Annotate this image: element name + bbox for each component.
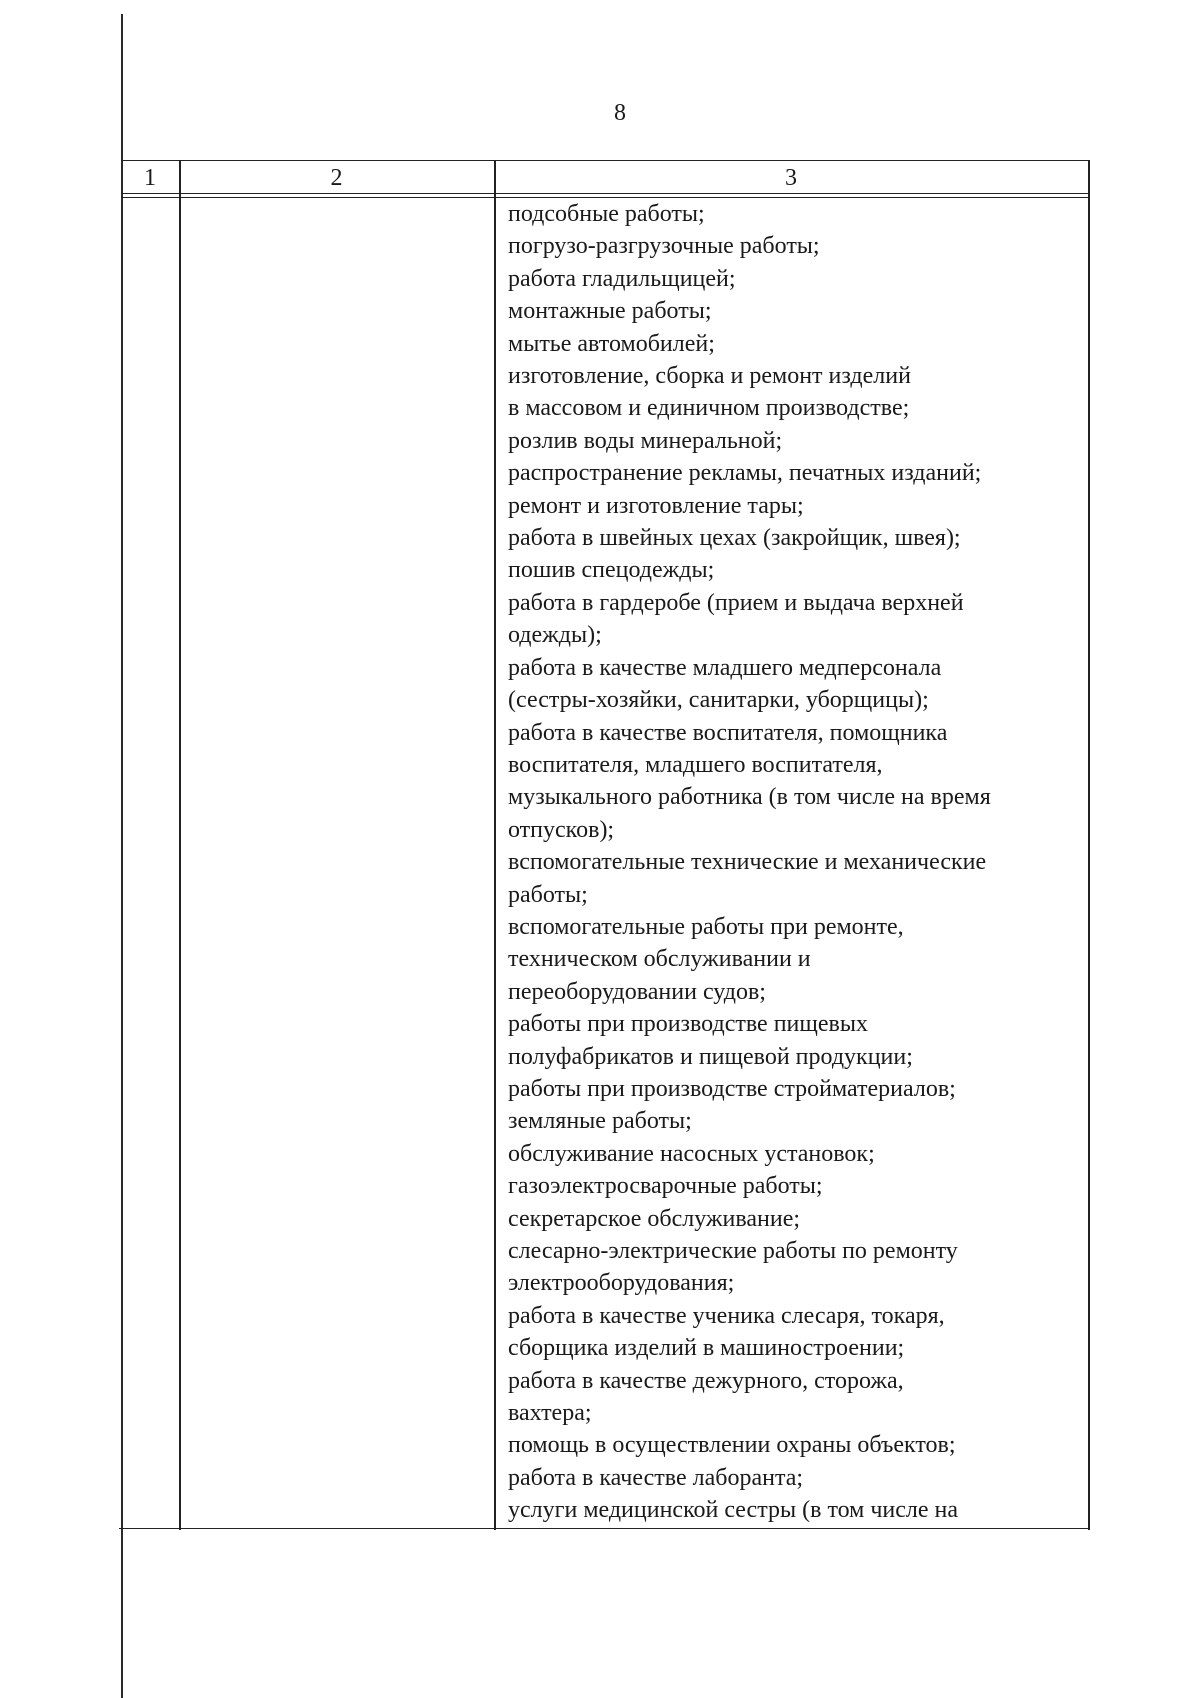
list-item: одежды); [508, 622, 602, 649]
column-divider-2 [494, 160, 496, 1530]
table-header-row [121, 160, 1090, 194]
list-item: (сестры-хозяйки, санитарки, уборщицы); [508, 687, 929, 714]
list-item: воспитателя, младшего воспитателя, [508, 751, 883, 778]
list-item: монтажные работы; [508, 298, 712, 325]
list-item: работа в швейных цехах (закройщик, швея); [508, 525, 961, 552]
list-item: электрооборудования; [508, 1270, 735, 1297]
list-item: секретарское обслуживание; [508, 1205, 801, 1232]
list-item: подсобные работы; [508, 201, 705, 227]
list-item: переоборудовании судов; [508, 978, 766, 1005]
list-item: работа в качестве дежурного, сторожа, [508, 1367, 904, 1394]
list-item: распространение рекламы, печатных изданий; [508, 460, 982, 487]
list-item: вспомогательные технические и механические [508, 849, 987, 876]
list-item: обслуживание насосных установок; [508, 1140, 875, 1167]
list-item: сборщика изделий в машиностроении; [508, 1335, 905, 1362]
list-item: работа гладильщицей; [508, 265, 736, 292]
header-col-3: 3 [785, 165, 797, 191]
list-item: в массовом и единичном производстве; [508, 395, 910, 422]
header-col-1: 1 [144, 165, 156, 191]
list-item: техническом обслуживании и [508, 946, 811, 973]
page-number: 8 [614, 100, 626, 126]
list-item: работа в качестве воспитателя, помощника [508, 719, 948, 746]
list-item: газоэлектросварочные работы; [508, 1173, 823, 1200]
list-item: работа в гардеробе (прием и выдача верхней [508, 589, 964, 616]
column-3-content [508, 198, 1088, 1527]
list-item: отпусков); [508, 816, 615, 843]
table-bottom-border [119, 1528, 1090, 1529]
column-divider-1 [179, 160, 181, 1530]
list-item: услуги медицинской сестры (в том числе на [508, 1497, 959, 1524]
list-item: помощь в осуществлении охраны объектов; [508, 1432, 956, 1459]
list-item: изготовление, сборка и ремонт изделий [508, 363, 911, 390]
list-item: вспомогательные работы при ремонте, [508, 913, 904, 940]
list-item: слесарно-электрические работы по ремонту [508, 1238, 958, 1264]
list-item: работа в качестве ученика слесаря, токаря, [508, 1302, 945, 1329]
list-item: розлив воды минеральной; [508, 427, 783, 454]
list-item: земляные работы; [508, 1108, 692, 1135]
list-item: мытье автомобилей; [508, 330, 715, 357]
table-right-border [1088, 160, 1090, 1530]
list-item: работа в качестве младшего медперсонала [508, 654, 942, 681]
header-col-2: 2 [330, 165, 343, 191]
list-item: работа в качестве лаборанта; [508, 1464, 804, 1491]
list-item: вахтера; [508, 1400, 592, 1427]
list-item: пошив спецодежды; [508, 557, 715, 584]
list-item: работы; [508, 881, 588, 908]
list-item: ремонт и изготовление тары; [508, 492, 804, 519]
list-item: погрузо-разгрузочные работы; [508, 233, 820, 260]
list-item: работы при производстве пищевых [508, 1011, 868, 1038]
list-item: музыкального работника (в том числе на время [508, 784, 991, 811]
list-item: полуфабрикатов и пищевой продукции; [508, 1043, 913, 1070]
list-item: работы при производстве стройматериалов; [508, 1075, 956, 1102]
